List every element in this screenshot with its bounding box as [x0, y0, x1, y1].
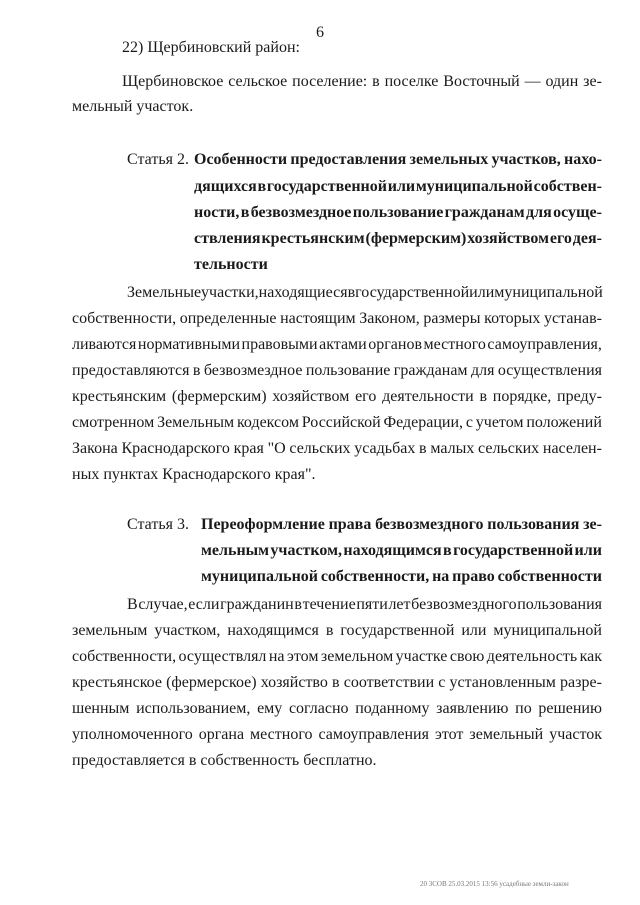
- article-3-body-line: собственности, осуществлял на этом земельном участке свою деятельность как: [72, 648, 602, 665]
- article-2-body-line: ливаются нормативными правовыми актами органов местного самоуправления,: [72, 336, 602, 353]
- article-3-body-line: земельным участком, находящимся в государственной или муниципальной: [72, 622, 602, 639]
- article-3-label: Статья 3.: [127, 516, 189, 533]
- article-2-heading-line: Особенности предоставления земельных участков, нахо-: [194, 151, 602, 168]
- intro-line-1: Щербиновское сельское поселение: в поселке Восточный — один зе-: [122, 73, 602, 90]
- district-heading: 22) Щербиновский район:: [122, 39, 300, 56]
- intro-line-2: мельный участок.: [72, 98, 194, 115]
- article-2-heading-line: ности, в безвозмездное пользование гражданам для осуще-: [194, 204, 602, 221]
- article-3-heading-line: мельным участком, находящимся в государственной или: [201, 542, 602, 559]
- article-3-body-line: уполномоченного органа местного самоуправления этот земельный участок: [72, 726, 602, 743]
- article-2-body-line: крестьянским (фермерским) хозяйством его деятельности в порядке, преду-: [72, 388, 602, 405]
- article-3-body-line: предоставляется в собственность бесплатно.: [72, 752, 377, 769]
- article-3-body-line: шенным использованием, ему согласно поданному заявлению по решению: [72, 700, 602, 717]
- article-2-body-line: Земельные участки, находящиеся в государственной или муниципальной: [127, 284, 603, 301]
- article-2-body-line: Закона Краснодарского края "О сельских усадьбах в малых сельских населен-: [72, 440, 602, 457]
- article-2-heading-line: ствления крестьянским (фермерским) хозяйством его дея-: [194, 230, 602, 247]
- article-3-body-line: крестьянское (фермерское) хозяйство в соответствии с установленным разре-: [72, 674, 602, 691]
- article-2-body-line: смотренном Земельным кодексом Российской Федерации, с учетом положений: [72, 414, 602, 431]
- article-2-heading-line: дящихся в государственной или муниципальной собствен-: [194, 178, 602, 195]
- article-3-body-line: В случае, если гражданин в течение пяти лет безвозмездного пользования: [127, 596, 602, 613]
- article-2-heading-line: тельности: [194, 256, 268, 273]
- article-2-label: Статья 2.: [127, 151, 189, 168]
- article-2-body-line: предоставляются в безвозмездное пользование гражданам для осуществления: [72, 362, 602, 379]
- footer-stamp: 20 3СОВ 25.03.2015 13:56 усадебные земли-закон: [420, 880, 569, 888]
- article-3-heading-line: Переоформление права безвозмездного пользования зе-: [201, 516, 602, 533]
- article-3-heading-line: муниципальной собственности, на право собственности: [201, 568, 602, 585]
- article-2-body-line: собственности, определенные настоящим Законом, размеры которых устанав-: [72, 310, 602, 327]
- page-number: 6: [316, 24, 324, 41]
- article-2-body-line: ных пунктах Краснодарского края".: [72, 466, 316, 483]
